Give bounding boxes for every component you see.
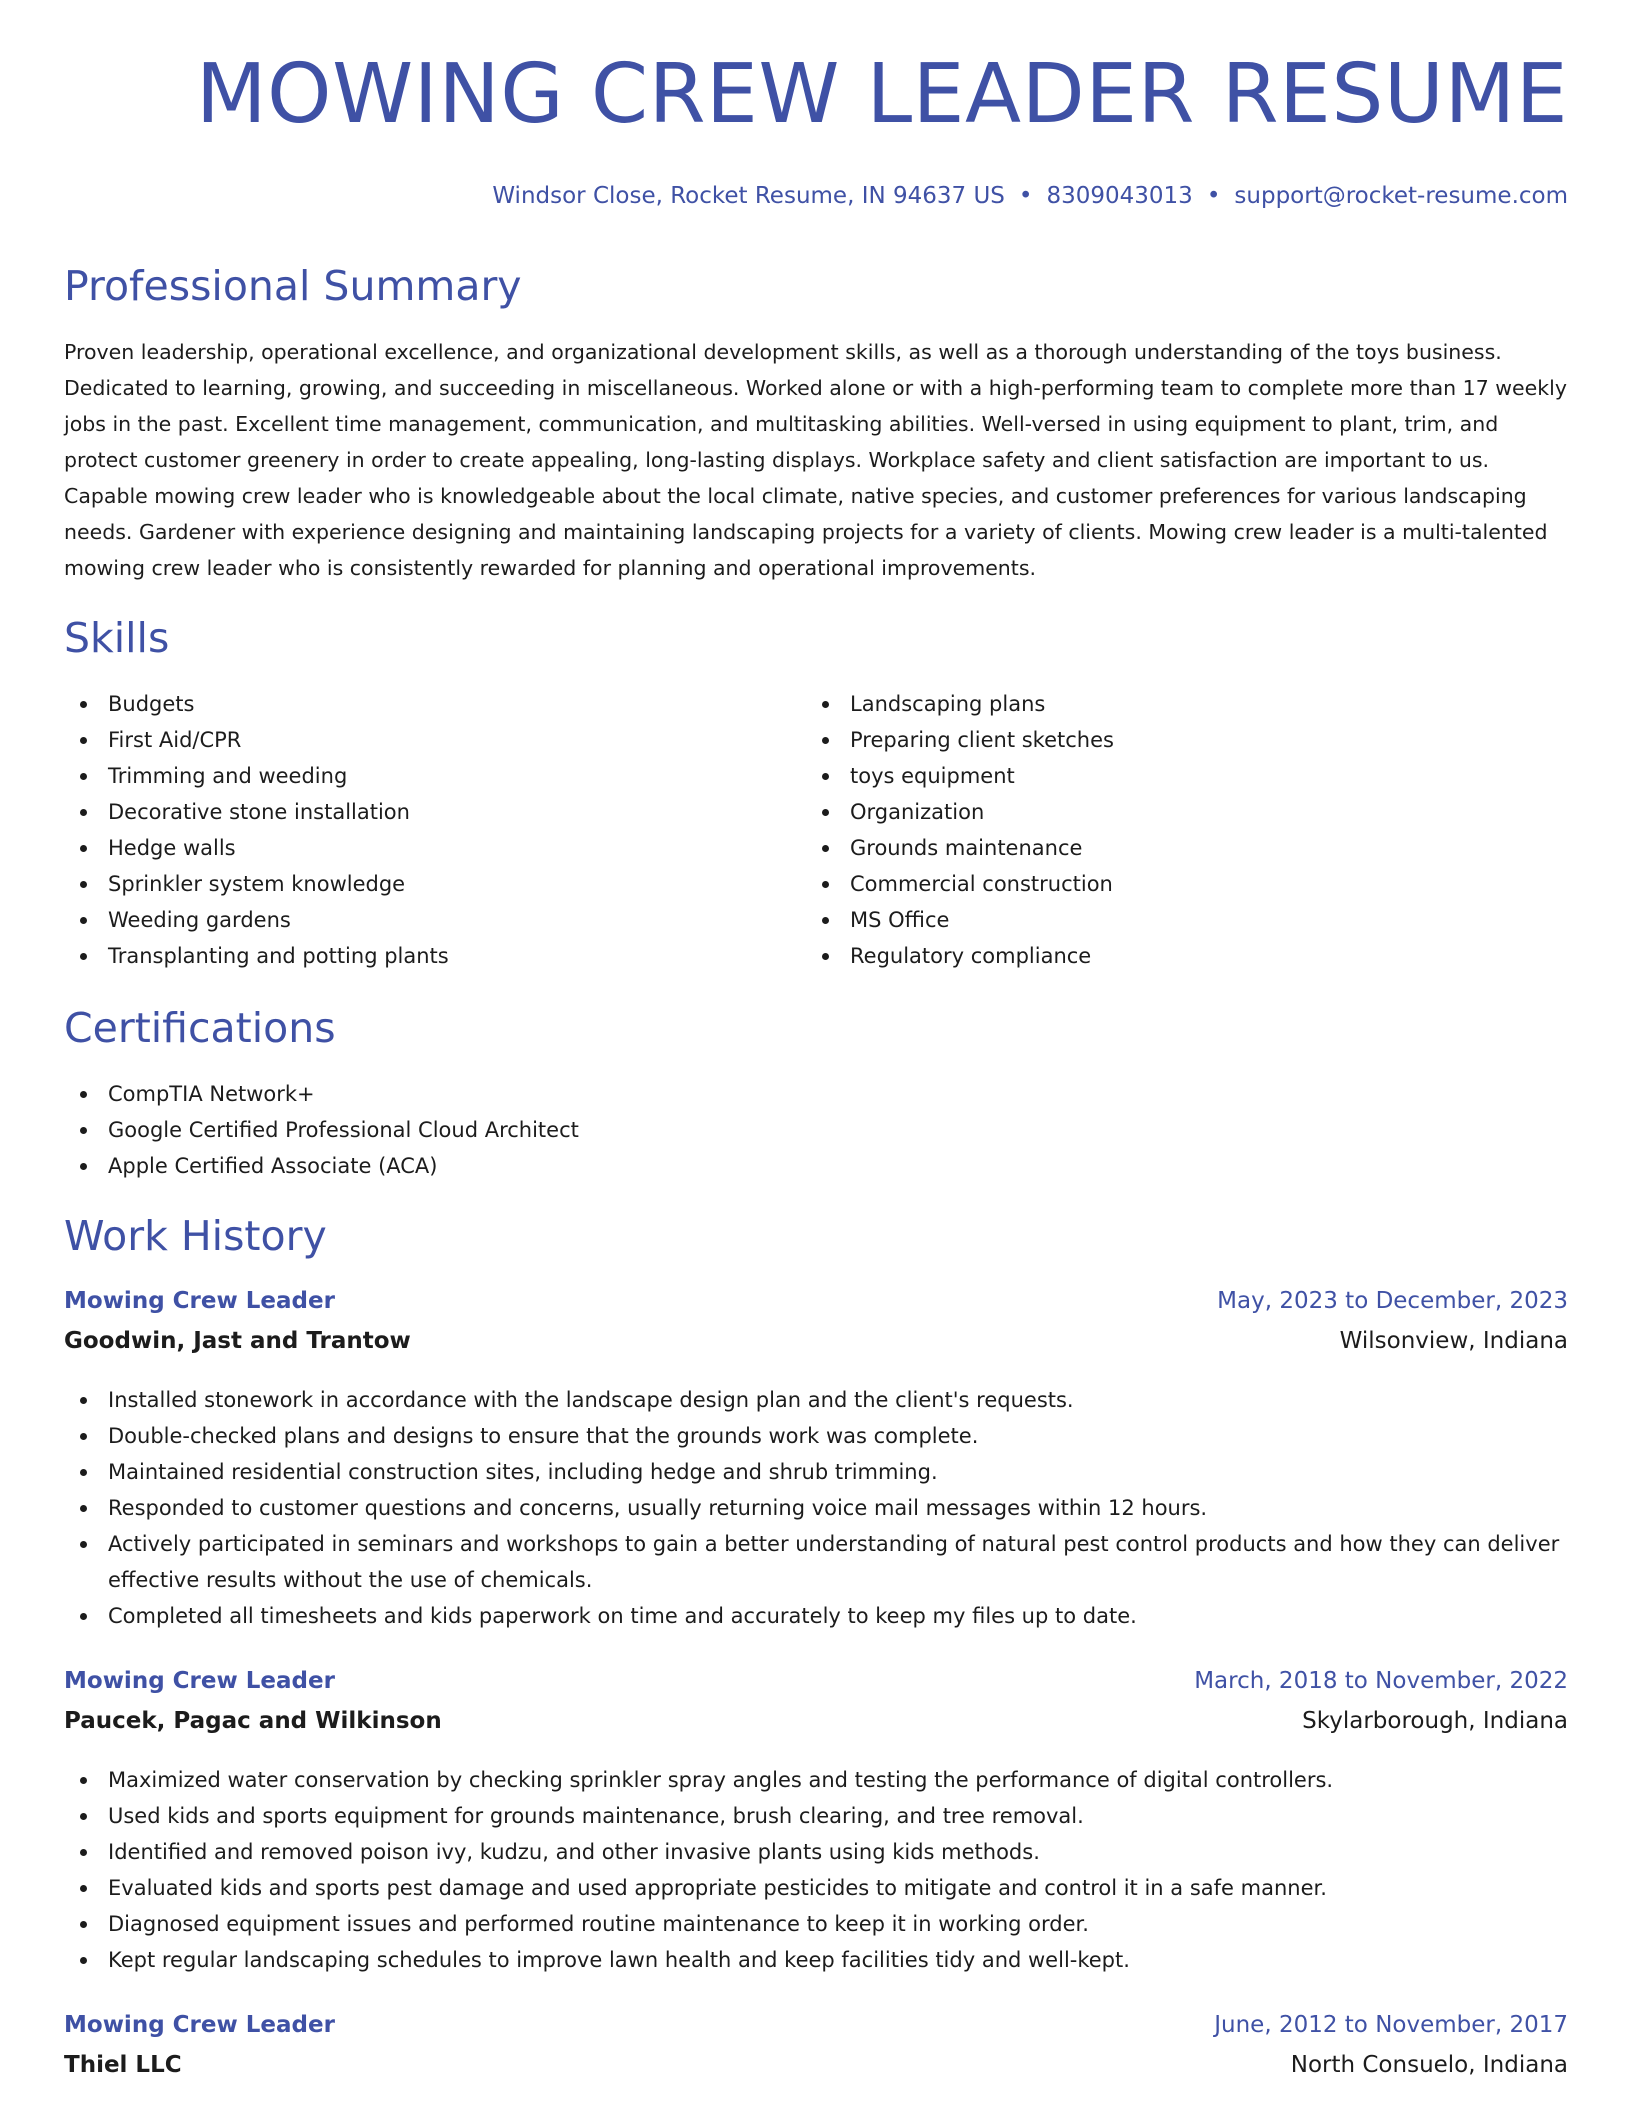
- list-item: Budgets: [64, 686, 764, 722]
- list-item: Kept regular landscaping schedules to improve lawn health and keep facilities tidy and well-kept.: [64, 1942, 1568, 1978]
- list-item: Responded to customer questions and concerns, usually returning voice mail messages within 12 hours.: [64, 1490, 1568, 1526]
- list-item: Actively participated in seminars and workshops to gain a better understanding of natural pest control products and how they can deliver effective results without the use of chemicals.: [64, 1526, 1568, 1598]
- job-dates: March, 2018 to November, 2022: [1194, 1668, 1568, 1694]
- list-item: Maintained residential construction sites, including hedge and shrub trimming.: [64, 1454, 1568, 1490]
- list-item: Completed all timesheets and kids paperwork on time and accurately to keep my files up to date.: [64, 1598, 1568, 1634]
- job-dates: May, 2023 to December, 2023: [1217, 1288, 1568, 1314]
- job-location: Wilsonview, Indiana: [1339, 1328, 1568, 1354]
- list-item: Transplanting and potting plants: [64, 938, 764, 974]
- contact-separator: •: [1206, 183, 1221, 209]
- skills-list-left: [64, 686, 764, 974]
- contact-address: Windsor Close, Rocket Resume, IN 94637 US: [492, 183, 1005, 209]
- job-duties-list: [64, 1382, 1568, 1634]
- list-item: Grounds maintenance: [806, 830, 1506, 866]
- list-item: Trimming and weeding: [64, 758, 764, 794]
- list-item: Installed stonework in accordance with the landscape design plan and the client's requests.: [64, 1382, 1568, 1418]
- section-heading-work-history: Work History: [64, 1212, 327, 1260]
- section-heading-skills: Skills: [64, 614, 170, 662]
- list-item: Landscaping plans: [806, 686, 1506, 722]
- job-location: Skylarborough, Indiana: [1302, 1708, 1568, 1734]
- list-item: MS Office: [806, 902, 1506, 938]
- section-heading-summary: Professional Summary: [64, 262, 522, 310]
- job-title: Mowing Crew Leader: [64, 1288, 335, 1314]
- list-item: Decorative stone installation: [64, 794, 764, 830]
- list-item: Used kids and sports equipment for grounds maintenance, brush clearing, and tree removal.: [64, 1798, 1568, 1834]
- list-item: Google Certified Professional Cloud Architect: [64, 1112, 1568, 1148]
- contact-line: [492, 183, 1568, 211]
- job-dates: June, 2012 to November, 2017: [1214, 2012, 1568, 2038]
- list-item: Commercial construction: [806, 866, 1506, 902]
- list-item: Diagnosed equipment issues and performed routine maintenance to keep it in working order.: [64, 1906, 1568, 1942]
- job-location: North Consuelo, Indiana: [1290, 2052, 1568, 2078]
- list-item: Sprinkler system knowledge: [64, 866, 764, 902]
- contact-phone[interactable]: 8309043013: [1046, 183, 1193, 209]
- contact-separator: •: [1018, 183, 1033, 209]
- list-item: Identified and removed poison ivy, kudzu, and other invasive plants using kids methods.: [64, 1834, 1568, 1870]
- list-item: Evaluated kids and sports pest damage and used appropriate pesticides to mitigate and control it in a safe manner.: [64, 1870, 1568, 1906]
- list-item: Maximized water conservation by checking sprinkler spray angles and testing the performance of digital controllers.: [64, 1762, 1568, 1798]
- certifications-list: [64, 1076, 1568, 1184]
- section-heading-certifications: Certifications: [64, 1004, 336, 1052]
- list-item: Preparing client sketches: [806, 722, 1506, 758]
- job-title: Mowing Crew Leader: [64, 2012, 335, 2038]
- job-entry: [64, 1288, 1568, 1634]
- job-company: Thiel LLC: [64, 2052, 182, 2078]
- list-item: Double-checked plans and designs to ensure that the grounds work was complete.: [64, 1418, 1568, 1454]
- list-item: Weeding gardens: [64, 902, 764, 938]
- job-title: Mowing Crew Leader: [64, 1668, 335, 1694]
- resume-title: MOWING CREW LEADER RESUME: [195, 47, 1568, 142]
- contact-email[interactable]: support@rocket-resume.com: [1234, 183, 1568, 209]
- professional-summary-text: Proven leadership, operational excellence, and organizational development skills, as well as a thorough understanding of the toys business. Dedicated to learning, growing, and succeeding in miscellaneous. Worked alone or with a high-performing team to complete more than 17 weekly jobs in the past. Excellent time management, communication, and multitasking abilities. Well-versed in using equipment to plant, trim, and protect customer greenery in order to create appealing, long-lasting displays. Workplace safety and client satisfaction are important to us. Capable mowing crew leader who is knowledgeable about the local climate, native species, and customer preferences for various landscaping needs. Gardener with experience designing and maintaining landscaping projects for a variety of clients. Mowing crew leader is a multi-talented mowing crew leader who is consistently rewarded for planning and operational improvements.: [64, 340, 1567, 580]
- list-item: Apple Certified Associate (ACA): [64, 1148, 1568, 1184]
- job-entry: [64, 2012, 1568, 2092]
- skills-list-right: [806, 686, 1506, 974]
- list-item: Regulatory compliance: [806, 938, 1506, 974]
- job-entry: [64, 1668, 1568, 1978]
- job-duties-list: [64, 1762, 1568, 1978]
- job-company: Paucek, Pagac and Wilkinson: [64, 1708, 442, 1734]
- job-company: Goodwin, Jast and Trantow: [64, 1328, 411, 1354]
- list-item: Hedge walls: [64, 830, 764, 866]
- list-item: CompTIA Network+: [64, 1076, 1568, 1112]
- list-item: First Aid/CPR: [64, 722, 764, 758]
- list-item: toys equipment: [806, 758, 1506, 794]
- list-item: Organization: [806, 794, 1506, 830]
